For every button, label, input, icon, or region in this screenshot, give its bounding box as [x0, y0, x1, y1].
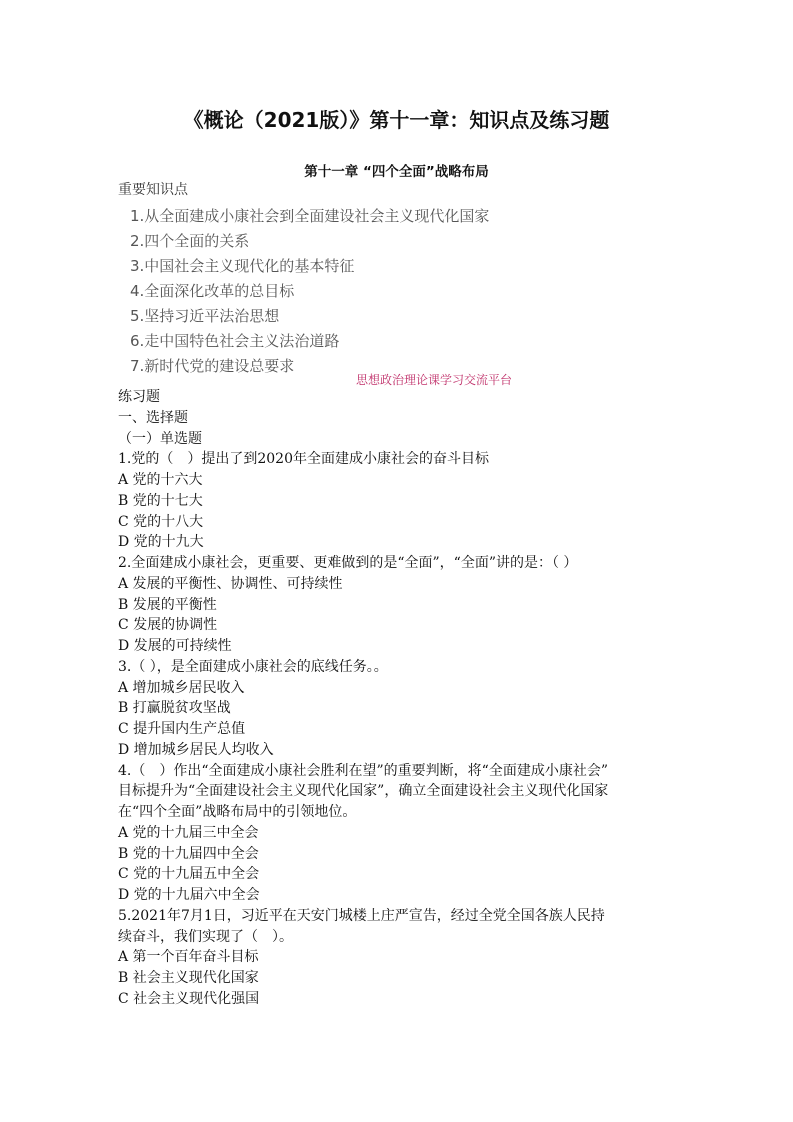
knowledge-point: 2.四个全面的关系	[130, 232, 250, 250]
text-line: D 增加城乡居民人均收入	[118, 741, 274, 758]
knowledge-point: 5.坚持习近平法治思想	[130, 307, 280, 325]
text-line: D 发展的可持续性	[118, 638, 232, 654]
text-line: A 党的十九届三中全会	[118, 824, 259, 841]
text-line: D 党的十九大	[118, 534, 204, 551]
text-line: C 社会主义现代化强国	[118, 990, 260, 1007]
text-line: 2.全面建成小康社会，更重要、更难做到的是“全面”，“全面”讲的是：（ ）	[118, 555, 578, 571]
text-line: 5.2021年7月1日，习近平在天安门城楼上庄严宣告，经过全党全国各族人民持	[118, 907, 605, 924]
chapter-subtitle: 第十一章 “四个全面”战略布局	[304, 164, 489, 180]
text-line: 一、选择题	[118, 409, 188, 426]
text-line: 1.党的（ ）提出了到2020年全面建成小康社会的奋斗目标	[118, 451, 489, 468]
document-title: 《概论（2021版）》第十一章：知识点及练习题	[183, 108, 610, 132]
text-line: A 党的十六大	[118, 472, 203, 488]
text-line: 目标提升为“全面建设社会主义现代化国家”，确立全面建设社会主义现代化国家	[118, 783, 609, 800]
text-line: D 党的十九届六中全会	[118, 887, 260, 903]
text-line: 3.（ ），是全面建成小康社会的底线任务。。	[118, 658, 388, 675]
knowledge-point: 1.从全面建成小康社会到全面建设社会主义现代化国家	[130, 207, 490, 225]
text-line: B 党的十七大	[118, 492, 203, 509]
knowledge-points-list	[130, 204, 489, 379]
text-line: 4.（ ）作出“全面建成小康社会胜利在望”的重要判断，将“全面建成小康社会”	[118, 762, 608, 779]
knowledge-heading: 重要知识点	[118, 182, 188, 198]
exercise-body	[118, 387, 688, 1010]
text-line: 练习题	[118, 389, 160, 405]
text-line: A 发展的平衡性、协调性、可持续性	[118, 575, 343, 592]
text-line: B 党的十九届四中全会	[118, 845, 259, 862]
text-line: C 发展的协调性	[118, 617, 218, 634]
text-line: C 党的十九届五中全会	[118, 866, 260, 883]
knowledge-point: 4.全面深化改革的总目标	[130, 282, 295, 300]
text-line: A 增加城乡居民收入	[118, 679, 245, 696]
text-line: 在“四个全面”战略布局中的引领地位。	[118, 804, 357, 820]
text-line: B 社会主义现代化国家	[118, 970, 259, 986]
knowledge-point: 3.中国社会主义现代化的基本特征	[130, 257, 355, 275]
knowledge-point: 7.新时代党的建设总要求	[130, 357, 295, 375]
text-line: A 第一个百年奋斗目标	[118, 949, 259, 966]
text-line: C 提升国内生产总值	[118, 721, 246, 737]
text-line: （一）单选题	[118, 430, 202, 447]
text-line: B 发展的平衡性	[118, 596, 217, 613]
text-line: B 打赢脱贫攻坚战	[118, 700, 231, 717]
watermark: 思想政治理论课学习交流平台	[356, 373, 513, 387]
text-line: 续奋斗，我们实现了（ ）。	[118, 928, 293, 945]
text-line: C 党的十八大	[118, 513, 204, 530]
knowledge-point: 6.走中国特色社会主义法治道路	[130, 332, 340, 350]
